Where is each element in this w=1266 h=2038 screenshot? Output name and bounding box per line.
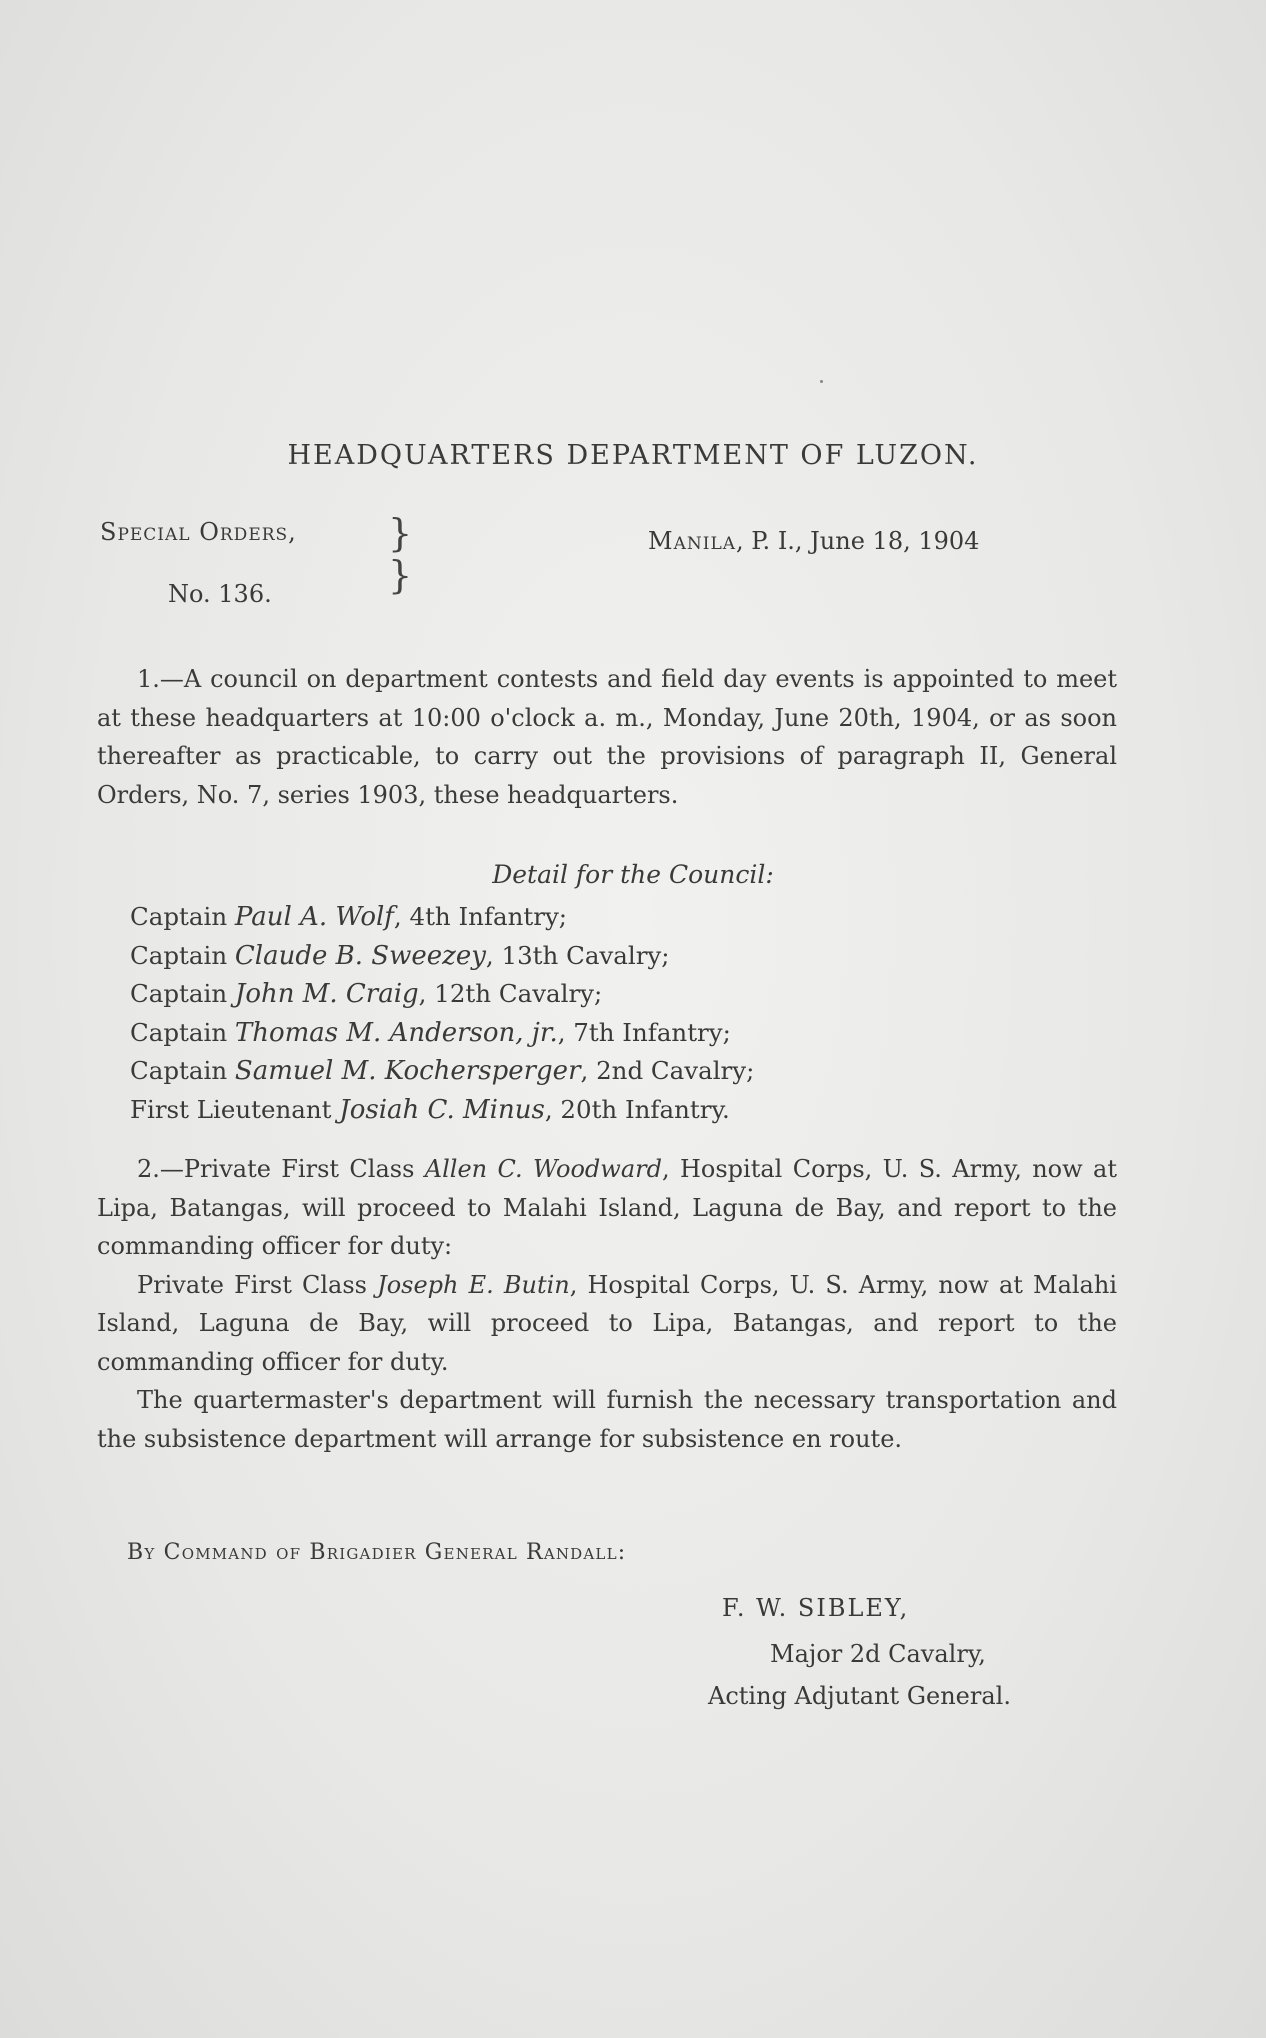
paragraph-3-name: Joseph E. Butin (377, 1270, 570, 1299)
council-member (130, 898, 754, 937)
paragraph-4: The quartermaster's department will furnish the necessary transportation and the subsistence department will arrange for subsistence en route. (97, 1386, 1117, 1453)
member-name: Josiah C. Minus (339, 1094, 545, 1125)
member-rank: Captain (130, 902, 228, 931)
signature-name: F. W. SIBLEY, (722, 1594, 910, 1622)
member-rank: Captain (130, 979, 228, 1008)
paragraphs-2-4 (97, 1150, 1117, 1458)
member-unit: , 12th Cavalry; (418, 979, 603, 1008)
member-rank: Captain (130, 1017, 228, 1047)
page-title: HEADQUARTERS DEPARTMENT OF LUZON. (287, 440, 979, 471)
member-name: Paul A. Wolf (234, 902, 394, 932)
member-rank: First Lieutenant (130, 1094, 332, 1124)
member-unit: , 13th Cavalry; (485, 940, 670, 970)
paragraph-1 (97, 660, 1117, 814)
council-member (130, 1091, 754, 1130)
detail-title: Detail for the Council: (492, 860, 774, 889)
member-name: Samuel M. Kochersperger (234, 1056, 581, 1086)
brace-mark: } } (388, 511, 413, 597)
paragraph-3-rest: , Hospital Corps, U. S. Army, now at Malahi Island, Laguna de Bay, will proceed to Lipa, Batangas, and report to the commanding officer for duty. (97, 1270, 1118, 1376)
member-unit: , 20th Infantry. (544, 1094, 730, 1124)
signature-title: Acting Adjutant General. (708, 1682, 1011, 1710)
council-member (130, 1014, 754, 1053)
paragraph-2 (97, 1150, 1117, 1266)
paragraph-3-prefix: Private First Class (137, 1270, 367, 1299)
paragraph-1-text: 1.—A council on department contests and field day events is appointed to meet at these headquarters at 10:00 o'clock a. m., Monday, June 20th, 1904, or as soon thereafter as practicable, to carry out the provisions of paragraph II, General Orders, No. 7, series 1903, these headquarters. (97, 665, 1117, 809)
member-name: Thomas M. Anderson, jr. (234, 1017, 558, 1048)
member-rank: Captain (130, 940, 228, 970)
paragraph-2-rest: , Hospital Corps, U. S. Army, now at Lipa, Batangas, will proceed to Malahi Island, Laguna de Bay, and report to the commanding officer for duty: (97, 1155, 1117, 1260)
dateline (648, 527, 979, 555)
signature-rank: Major 2d Cavalry, (770, 1640, 986, 1668)
dateline-place: Manila (648, 527, 737, 555)
council-member-list (130, 898, 754, 1129)
council-member (130, 975, 754, 1014)
special-orders-label: Special Orders, (100, 518, 297, 546)
member-name: John M. Craig (234, 979, 419, 1009)
council-member (130, 937, 754, 976)
dateline-date: , P. I., June 18, 1904 (736, 527, 980, 555)
member-unit: , 7th Infantry; (557, 1017, 731, 1047)
council-member (130, 1052, 754, 1091)
paragraph-2-name: Allen C. Woodward (424, 1155, 662, 1183)
member-name: Claude B. Sweezey (234, 940, 486, 971)
order-number: No. 136. (168, 580, 272, 608)
paragraph-3 (97, 1266, 1117, 1382)
member-unit: , 4th Infantry; (393, 902, 568, 931)
member-unit: , 2nd Cavalry; (580, 1056, 755, 1085)
command-line: By Command of Brigadier General Randall: (127, 1540, 627, 1565)
paper-speck (820, 380, 823, 383)
member-rank: Captain (130, 1056, 228, 1085)
paragraph-2-prefix: 2.—Private First Class (137, 1155, 415, 1183)
